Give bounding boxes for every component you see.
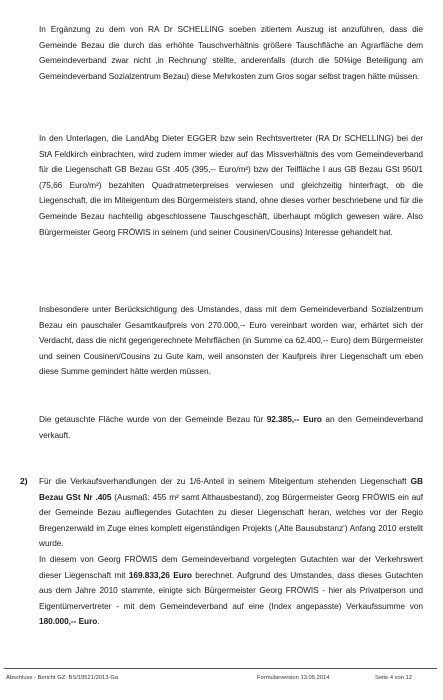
valuation-bold: 169.833,26 Euro — [128, 569, 192, 580]
paragraph-intro: In Ergänzung zu dem von RA Dr SCHELLING soeben zitiertem Auszug ist anzuführen, dass die Gemeinde Bezau die durch das erhöhte Tauschverhältnis größere Tauschfläche an Agrarfläche dem Gemeindeverband zwar nicht ‚in Rechnung‘ stellte, anderenfalls (durch die 50%ige Beteiligung am Gemeindeverband Sozialzentrum Bezau) diese Mehrkosten zum Gros sogar selbst tragen hätte müssen. — [39, 24, 423, 81]
paragraph-egger-documents: In den Unterlagen, die LandAbg Dieter EGGER bzw sein Rechtsvertreter (RA Dr SCHELLING) bei der StA Feldkirch einbrachten, wird zudem immer wieder auf das Missverhältnis des vom Gemeindeverband für die Liegenschaft GB Bezau GSt .405 (395,-- Euro/m²) bzw der Teilfläche I aus GB Bezau GSt 950/1 (75,66 Euro/m²) bezahlten Quadratmeterpreises verwiesen und gleichzeitig hinterfragt, ob die Liegenschaft, die im Miteigentum des Bürgermeisters stand, ohne dieses vorher beschriebene und für die Gemeinde Bezau nachteilig abgeschlossene Tauschgeschäft, überhaupt möglich gewesen wäre. Also Bürgermeister Georg FRÖWIS in seinem (und seiner Cousinen/Cousins) Interesse gehandelt hat. — [39, 133, 423, 237]
footer-page-number: Seite 4 von 12 — [375, 675, 413, 681]
text-run: Für die Verkaufsverhandlungen der zu 1/6-Anteil in seinem Miteigentum stehenden Liegenschaft — [39, 476, 411, 486]
sale-amount-bold: 180.000,-- Euro — [39, 616, 98, 627]
footer-reference: Abschluss - Bericht GZ: BS/19521/2013-Ga — [6, 675, 119, 681]
amount-bold: 92.385,-- Euro — [266, 414, 322, 424]
text-run: In diesem von Georg FRÖWIS dem Gemeindeverband vorgelegten Gutachten war der Verkehrswert dieser Liegenschaft mit — [39, 554, 423, 580]
text-run: . — [97, 616, 100, 627]
footer-form-version: Formularversion 13.05.2014 — [257, 675, 330, 681]
parcel-bold: GB Bezau GSt Nr .405 — [39, 476, 423, 502]
text-run: Die getauschte Fläche wurde von der Gemeinde Bezau für — [39, 414, 267, 424]
text-run: (Ausmaß: 455 m² samt Althausbestand), zog Bürgermeister Georg FRÖWIS ein auf der Gemeinde Bezau aufliegendes Gutachten zu dieser Liegenschaft heran, welches vor der Regio Bregenzerwald im Zuge eines komplett eigenständigen Projekts (‚Alte Bausubstanz‘) Anfang 2010 erstellt wurde. — [39, 491, 424, 549]
list-item-number: 2) — [20, 476, 28, 486]
text-run: an den Gemeindeverband verkauft. — [39, 414, 423, 440]
paragraph-sale-negotiations — [39, 474, 423, 552]
paragraph-valuation — [39, 552, 423, 630]
paragraph-purchase-price: Insbesondere unter Berücksichtigung des Umstandes, dass mit dem Gemeindeverband Sozialzentrum Bezau ein pauschaler Gesamtkaufpreis von 270.000,-- Euro vereinbart worden war, erhärtet sich der Verdacht, dass die nicht gegengerechnete Mehrflächen (in Summe ca 62.400,-- Euro) dem Bürgermeister und seinen Cousinen/Cousins zu Gute kam, weil ansonsten der Kaufpreis ihrer Liegenschaft um eben diese Summe gemindert hätte werden müssen. — [39, 304, 423, 377]
footer-divider — [4, 668, 437, 669]
paragraph-exchange-sale — [39, 412, 423, 443]
text-run: berechnet. Aufgrund des Umstandes, dass dieses Gutachten aus dem Jahre 2010 stammte, einigte sich Bürgermeister Georg FRÖWIS - hier als Privatperson und Eigentümervertreter - mit dem Gemeindeverband auf eine (Index angepasste) Verkaufssumme von — [39, 569, 423, 611]
